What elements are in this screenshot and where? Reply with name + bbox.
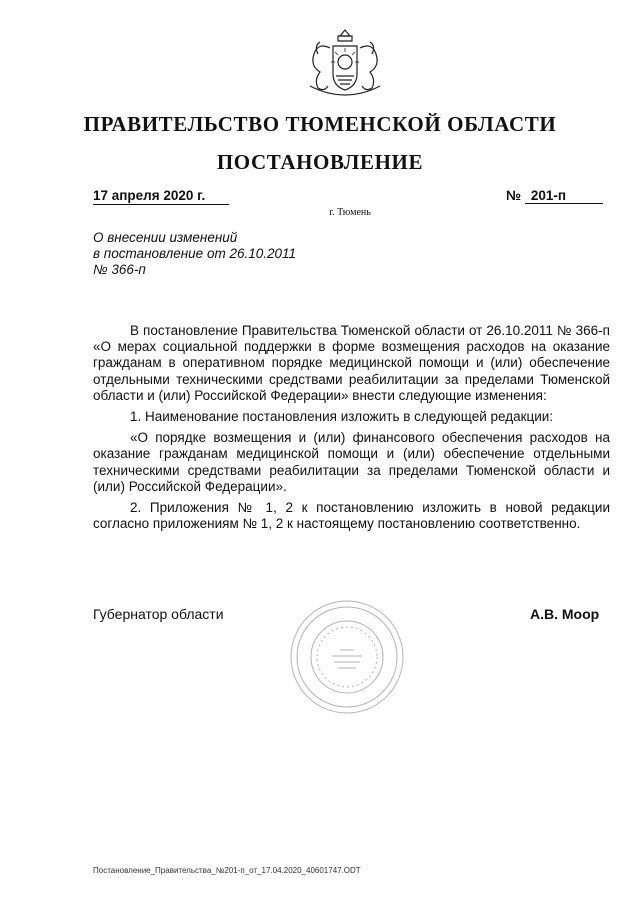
document-number: 201-п xyxy=(525,188,603,204)
number-sign: № xyxy=(506,188,522,203)
document-date: 17 апреля 2020 г. xyxy=(93,188,229,205)
document-body xyxy=(93,323,610,537)
coat-of-arms-icon xyxy=(300,24,390,102)
footer-filename: Постановление_Правительства_№201-п_от_17.04.2020_40601747.ODT xyxy=(93,866,361,875)
subject-line: № 366-п xyxy=(93,262,146,277)
document-type: ПОСТАНОВЛЕНИЕ xyxy=(216,150,424,174)
body-paragraph: В постановление Правительства Тюменской области от 26.10.2011 № 366-п «О мерах социальной поддержки в форме возмещения расходов на оказание гражданам в оперативном порядке медицинской помощи и (или) обеспечение отдельными техническими средствами реабилитации за пределами Тюменской области и (или) Российской Федерации» внести следующие изменения: xyxy=(93,323,610,403)
city: г. Тюмень xyxy=(329,207,371,218)
official-seal-icon xyxy=(288,598,406,716)
organization-title: ПРАВИТЕЛЬСТВО ТЮМЕНСКОЙ ОБЛАСТИ xyxy=(83,112,557,136)
subject-line: О внесении изменений xyxy=(93,230,238,245)
body-paragraph: «О порядке возмещения и (или) финансового обеспечения расходов на оказание гражданам медицинской помощи и (или) обеспечение отдельными техническими средствами реабилитации за пределами Тюменской области и (или) Российской Федерации». xyxy=(93,430,610,494)
subject-line: в постановление от 26.10.2011 xyxy=(93,246,297,261)
body-paragraph: 2. Приложения № 1, 2 к постановлению изложить в новой редакции согласно приложениям № 1, 2 к настоящему постановлению соответственно. xyxy=(93,500,610,532)
signatory-title: Губернатор области xyxy=(93,606,224,622)
body-paragraph: 1. Наименование постановления изложить в следующей редакции: xyxy=(130,409,554,425)
signatory-name: А.В. Моор xyxy=(530,606,600,622)
document-number-block xyxy=(506,188,603,204)
document-subject xyxy=(93,230,353,278)
